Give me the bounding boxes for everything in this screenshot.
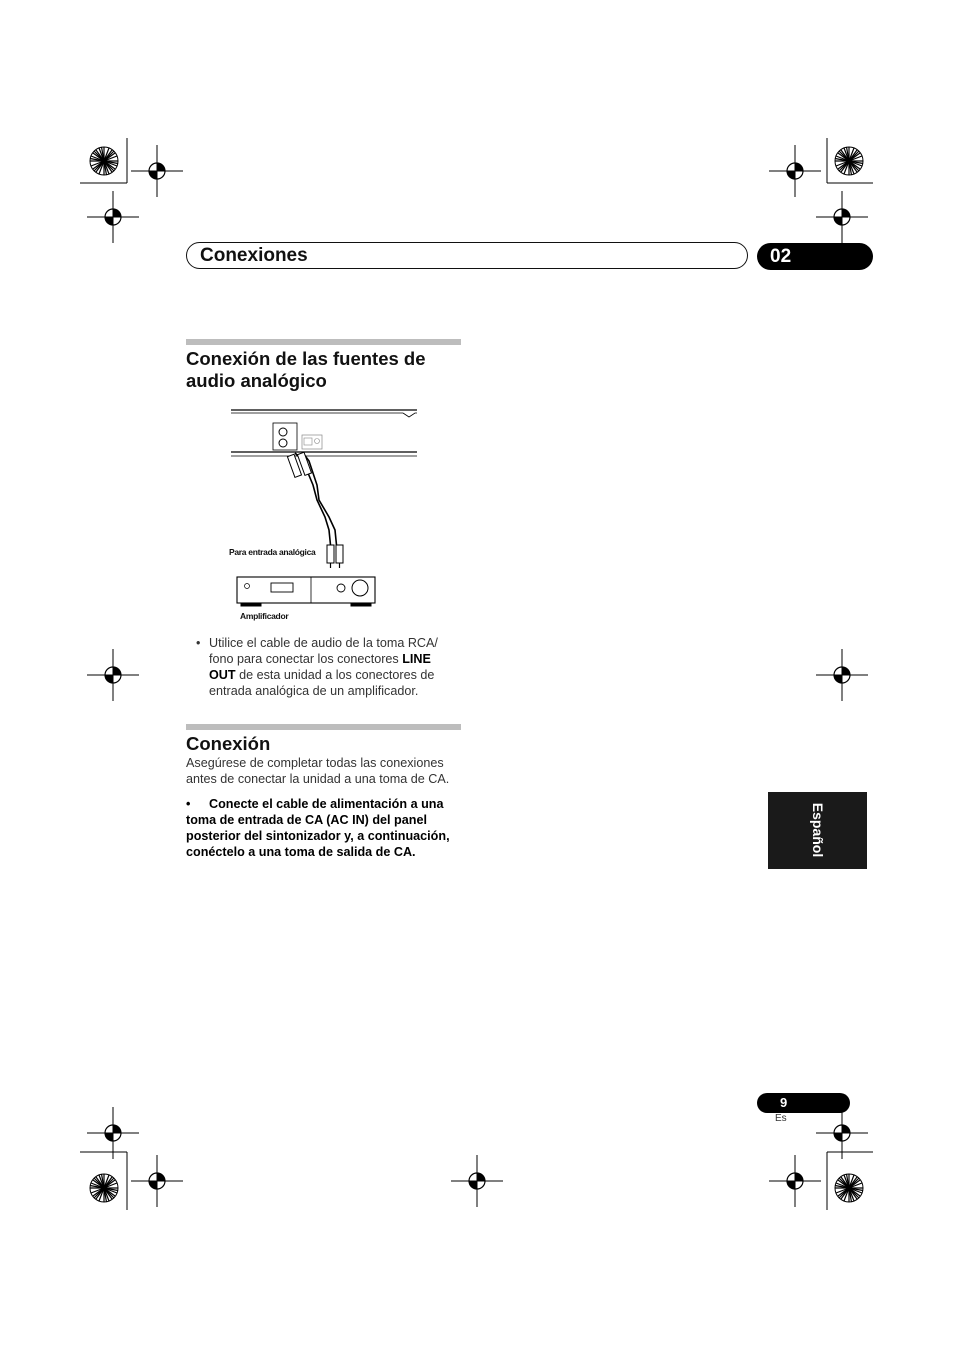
bullet-marker: • (196, 636, 201, 650)
analog-input-label: Para entrada analógica (229, 547, 316, 557)
language-tab-label: Español (810, 802, 826, 858)
chapter-number: 02 (757, 243, 873, 270)
amplifier-icon (237, 577, 375, 606)
section-rule (186, 339, 461, 345)
connection-diagram (225, 405, 425, 625)
bullet-text: Utilice el cable de audio de la toma RCA/ fono para conectar los conectores LINE OUT de esta unidad a los conectores de entrada analógica de un amplificador. (209, 636, 438, 698)
section-rule (186, 724, 461, 730)
page-number: 9 (757, 1093, 850, 1113)
section-paragraph: Asegúrese de completar todas las conexiones antes de conectar la unidad a una toma de CA. (186, 756, 450, 786)
step-bullet: • (186, 797, 191, 811)
step-text: Conecte el cable de alimentación a una toma de entrada de CA (AC IN) del panel posterior del sintonizador y, a continuación, conéctelo a una toma de salida de CA. (186, 797, 450, 859)
section-heading: Conexión de las fuentes de audio analógico (186, 348, 426, 391)
amplifier-label: Amplificador (240, 611, 289, 621)
page-language-code: Es (775, 1113, 787, 1124)
chapter-title: Conexiones (200, 245, 308, 266)
tuner-rear-panel (231, 410, 417, 456)
section-heading: Conexión (186, 733, 271, 754)
